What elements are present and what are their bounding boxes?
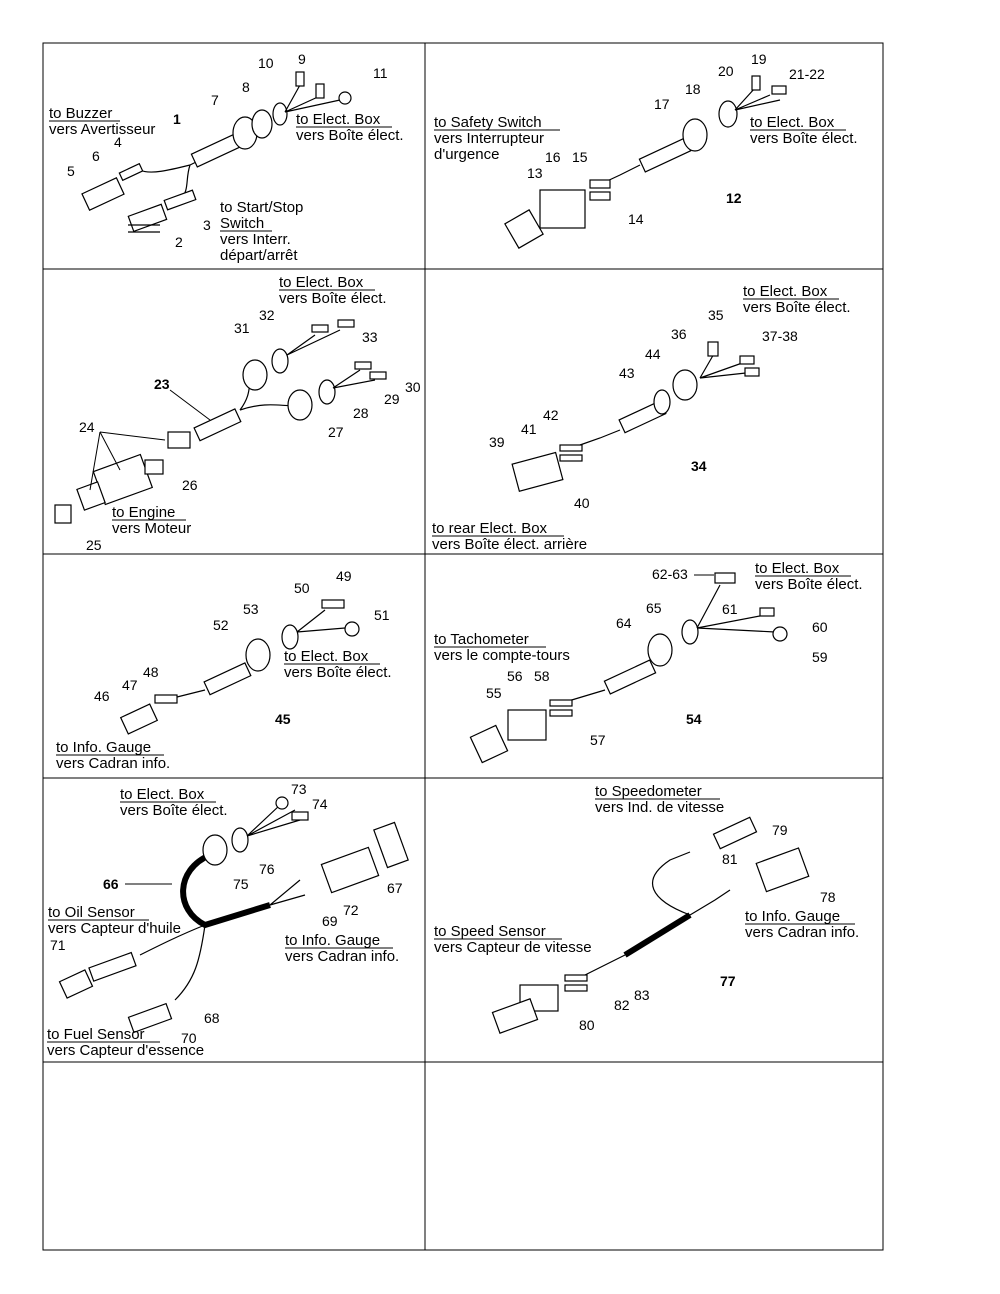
label-vers-avertisseur: vers Avertisseur — [49, 121, 156, 138]
callout-16: 16 — [545, 149, 561, 165]
callout-70: 70 — [181, 1030, 197, 1046]
callout-14: 14 — [628, 211, 644, 227]
callout-66: 66 — [103, 876, 119, 892]
callout-39: 39 — [489, 434, 505, 450]
callout-13: 13 — [527, 165, 543, 181]
callout-37-38: 37-38 — [762, 328, 798, 344]
label-to-speedometer: to Speedometer — [595, 783, 702, 800]
callout-2: 2 — [175, 234, 183, 250]
callout-52: 52 — [213, 617, 229, 633]
label-vers-boite: vers Boîte élect. — [743, 299, 851, 316]
callout-15: 15 — [572, 149, 588, 165]
panel-oil-fuel-sensor-harness — [47, 781, 408, 1059]
callout-11: 11 — [373, 65, 388, 81]
callout-7: 7 — [211, 92, 219, 108]
label-vers-boite: vers Boîte élect. — [296, 127, 404, 144]
label-vers-ind-vitesse: vers Ind. de vitesse — [595, 799, 725, 816]
callout-65: 65 — [646, 600, 662, 616]
label-to-info-gauge: to Info. Gauge — [285, 932, 381, 949]
callout-76: 76 — [259, 861, 275, 877]
label-vers-boite: vers Boîte élect. — [120, 802, 228, 819]
callout-36: 36 — [671, 326, 687, 342]
callout-27: 27 — [328, 424, 344, 440]
callout-78: 78 — [820, 889, 836, 905]
panel-tachometer-harness — [434, 560, 863, 763]
label-to-info-gauge: to Info. Gauge — [56, 739, 152, 756]
callout-50: 50 — [294, 580, 310, 596]
callout-40: 40 — [574, 495, 590, 511]
callout-81: 81 — [722, 851, 738, 867]
label-to-fuel-sensor: to Fuel Sensor — [47, 1026, 145, 1043]
label-to-buzzer: to Buzzer — [49, 105, 113, 122]
callout-45: 45 — [275, 711, 291, 727]
label-vers-boite: vers Boîte élect. — [284, 664, 392, 681]
label-to-elect-box: to Elect. Box — [743, 283, 828, 300]
panel-rear-box-harness — [432, 283, 851, 553]
label-to-rear-elect-box: to rear Elect. Box — [432, 520, 548, 537]
callout-24: 24 — [79, 419, 95, 435]
label-vers-capteur-huile: vers Capteur d'huile — [48, 920, 181, 937]
label-vers-cadran: vers Cadran info. — [56, 755, 171, 772]
callout-25: 25 — [86, 537, 102, 553]
callout-30: 30 — [405, 379, 421, 395]
label-to-elect-box: to Elect. Box — [284, 648, 369, 665]
callout-73: 73 — [291, 781, 307, 797]
callout-33: 33 — [362, 329, 378, 345]
callout-72: 72 — [343, 902, 359, 918]
callout-8: 8 — [242, 79, 250, 95]
label-to-oil-sensor: to Oil Sensor — [48, 904, 135, 921]
callout-44: 44 — [645, 346, 661, 362]
panel-safety-switch-harness — [434, 51, 858, 248]
panel-buzzer-harness — [49, 51, 404, 264]
callout-43: 43 — [619, 365, 635, 381]
label-vers-capteur-vitesse: vers Capteur de vitesse — [434, 939, 592, 956]
label-vers-interrupteur: vers Interrupteur — [434, 130, 545, 147]
callout-20: 20 — [718, 63, 734, 79]
callout-60: 60 — [812, 619, 828, 635]
callout-56: 56 — [507, 668, 523, 684]
label-vers-boite: vers Boîte élect. — [750, 130, 858, 147]
label-to-engine: to Engine — [112, 504, 176, 521]
label-to-elect-box: to Elect. Box — [750, 114, 835, 131]
callout-34: 34 — [691, 458, 707, 474]
panel-engine-harness — [55, 274, 421, 553]
callout-12: 12 — [726, 190, 742, 206]
callout-19: 19 — [751, 51, 767, 67]
callout-79: 79 — [772, 822, 788, 838]
callout-75: 75 — [233, 876, 249, 892]
callout-3: 3 — [203, 217, 211, 233]
callout-4: 4 — [114, 134, 122, 150]
label-vers-boite: vers Boîte élect. — [279, 290, 387, 307]
callout-71: 71 — [50, 937, 66, 953]
label-to-speed-sensor: to Speed Sensor — [434, 923, 546, 940]
callout-54: 54 — [686, 711, 702, 727]
callout-59: 59 — [812, 649, 828, 665]
callout-74: 74 — [312, 796, 328, 812]
label-depart-arret: départ/arrêt — [220, 247, 298, 264]
panel-info-gauge-harness — [56, 568, 392, 772]
label-to-elect-box: to Elect. Box — [120, 786, 205, 803]
callout-67: 67 — [387, 880, 403, 896]
callout-64: 64 — [616, 615, 632, 631]
callout-17: 17 — [654, 96, 670, 112]
callout-58: 58 — [534, 668, 550, 684]
callout-48: 48 — [143, 664, 159, 680]
callout-82: 82 — [614, 997, 630, 1013]
callout-9: 9 — [298, 51, 306, 67]
label-vers-moteur: vers Moteur — [112, 520, 192, 537]
callout-10: 10 — [258, 55, 274, 71]
callout-32: 32 — [259, 307, 275, 323]
callout-29: 29 — [384, 391, 400, 407]
callout-57: 57 — [590, 732, 606, 748]
label-to-elect-box: to Elect. Box — [755, 560, 840, 577]
label-to-tachometer: to Tachometer — [434, 631, 529, 648]
label-to-start-stop: to Start/Stop — [220, 199, 304, 216]
callout-83: 83 — [634, 987, 650, 1003]
label-vers-interr: vers Interr. — [220, 231, 291, 248]
callout-49: 49 — [336, 568, 352, 584]
callout-23: 23 — [154, 376, 170, 392]
callout-47: 47 — [122, 677, 138, 693]
callout-69: 69 — [322, 913, 338, 929]
callout-55: 55 — [486, 685, 502, 701]
callout-68: 68 — [204, 1010, 220, 1026]
harness-drawing — [55, 320, 386, 523]
label-to-elect-box: to Elect. Box — [296, 111, 381, 128]
label-to-elect-box: to Elect. Box — [279, 274, 364, 291]
callout-28: 28 — [353, 405, 369, 421]
callout-6: 6 — [92, 148, 100, 164]
label-switch: Switch — [220, 215, 265, 232]
label-vers-compte-tours: vers le compte-tours — [434, 647, 570, 664]
label-to-info-gauge: to Info. Gauge — [745, 908, 841, 925]
label-urgence: d'urgence — [434, 146, 500, 163]
label-vers-boite: vers Boîte élect. — [755, 576, 863, 593]
label-vers-cadran: vers Cadran info. — [745, 924, 860, 941]
label-vers-capteur-essence: vers Capteur d'essence — [47, 1042, 205, 1059]
callout-31: 31 — [234, 320, 250, 336]
callout-77: 77 — [720, 973, 736, 989]
callout-42: 42 — [543, 407, 559, 423]
callout-1: 1 — [173, 111, 181, 127]
callout-46: 46 — [94, 688, 110, 704]
callout-62-63: 62-63 — [652, 566, 688, 582]
callout-35: 35 — [708, 307, 724, 323]
callout-61: 61 — [722, 601, 738, 617]
callout-41: 41 — [521, 421, 537, 437]
callout-80: 80 — [579, 1017, 595, 1033]
label-to-safety-switch: to Safety Switch — [434, 114, 542, 131]
callout-51: 51 — [374, 607, 390, 623]
callout-53: 53 — [243, 601, 259, 617]
callout-21-22: 21-22 — [789, 66, 825, 82]
label-vers-cadran: vers Cadran info. — [285, 948, 400, 965]
callout-18: 18 — [685, 81, 701, 97]
callout-5: 5 — [67, 163, 75, 179]
label-vers-boite-arriere: vers Boîte élect. arrière — [432, 536, 588, 553]
panel-speed-sensor-harness — [434, 783, 859, 1033]
callout-26: 26 — [182, 477, 198, 493]
